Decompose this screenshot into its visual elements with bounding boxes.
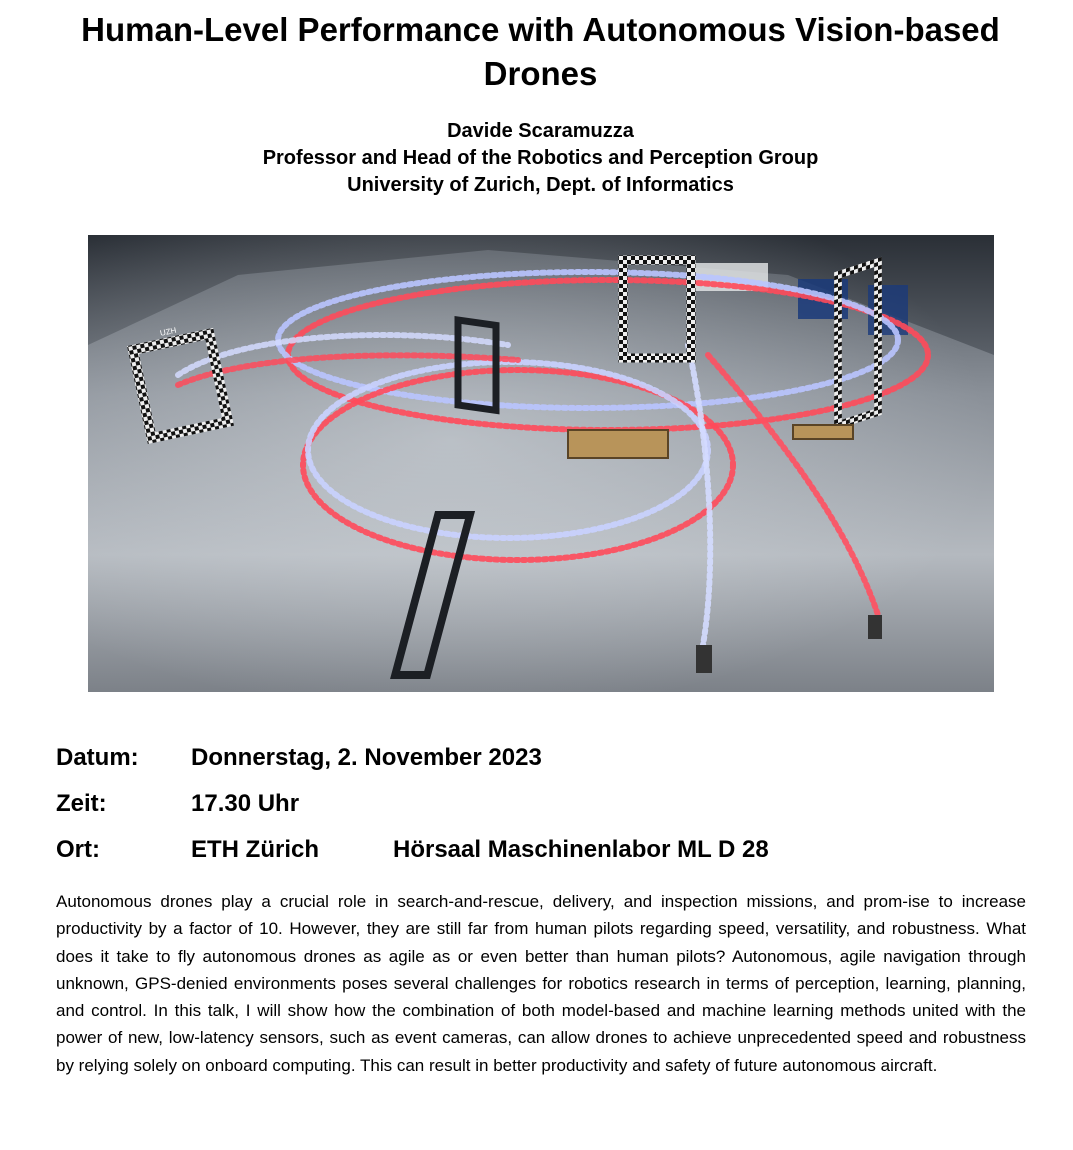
gate-base-plank xyxy=(568,430,668,458)
date-label: Datum: xyxy=(56,744,139,771)
event-details xyxy=(56,740,1036,878)
abstract-text: Autonomous drones play a crucial role in search-and-rescue, delivery, and inspection missions, and prom-ise to increase productivity by a factor of 10. However, they are still far from human pilots regarding speed, versatility, and robustness. What does it take to fly autonomous drones as agile as or even better than human pilots? Autonomous, agile navigation through unknown, GPS-denied environments poses several challenges for robotics research in terms of perception, learning, planning, and control. In this talk, I will show how the combination of both model-based and machine learning methods united with the power of new, low-latency sensors, such as event cameras, can allow drones to achieve unprecedented speed and robustness by relying solely on onboard computing. This can result in better productivity and safety of future autonomous aircraft. xyxy=(56,892,1026,1075)
speaker-role: Professor and Head of the Robotics and Perception Group xyxy=(262,147,819,169)
time-label: Zeit: xyxy=(56,790,107,817)
time-value: 17.30 Uhr xyxy=(191,790,300,817)
speaker-affiliation: University of Zurich, Dept. of Informatics xyxy=(347,174,734,196)
page-title: Human-Level Performance with Autonomous Vision-based Drones xyxy=(81,11,1000,92)
date-value: Donnerstag, 2. November 2023 xyxy=(191,744,542,771)
drone-racing-photo xyxy=(88,235,994,692)
gate-label: UZH xyxy=(159,325,178,338)
place-row xyxy=(56,832,1036,878)
speaker-name: Davide Scaramuzza xyxy=(447,120,634,142)
place-label: Ort: xyxy=(56,836,100,863)
room-value: Hörsaal Maschinenlabor ML D 28 xyxy=(393,836,769,863)
speaker-info xyxy=(40,118,1041,199)
date-row xyxy=(56,740,1036,786)
place-value: ETH Zürich xyxy=(191,836,320,863)
time-row xyxy=(56,786,1036,832)
